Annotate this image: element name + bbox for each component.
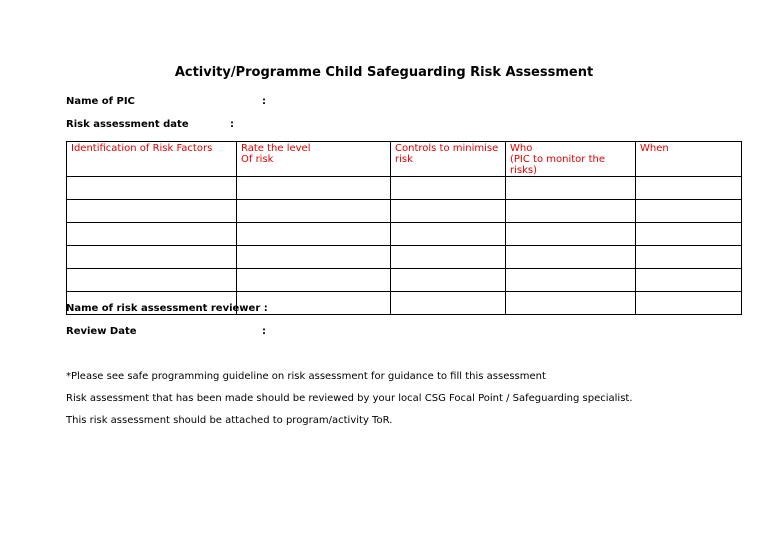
header-line: Of risk [241, 154, 274, 165]
table-cell[interactable] [506, 200, 636, 223]
header-line: Who [510, 143, 533, 154]
table-cell[interactable] [636, 269, 742, 292]
document-title: Activity/Programme Child Safeguarding Risk Assessment [174, 65, 594, 80]
table-cell[interactable] [237, 223, 391, 246]
table-cell[interactable] [237, 200, 391, 223]
table-row [67, 269, 742, 292]
table-cell[interactable] [506, 292, 636, 315]
pic-field [66, 96, 266, 107]
date-label: Risk assessment date [66, 119, 189, 130]
table-cell[interactable] [391, 200, 506, 223]
table-cell[interactable] [391, 269, 506, 292]
header-line: Rate the level [241, 143, 311, 154]
table-row [67, 200, 742, 223]
table-cell[interactable] [636, 223, 742, 246]
pic-colon: : [262, 96, 266, 107]
table-row [67, 177, 742, 200]
table-cell[interactable] [506, 177, 636, 200]
review-date-label: Review Date [66, 326, 137, 337]
reviewer-field [66, 303, 268, 314]
risk-table [66, 141, 742, 315]
table-cell[interactable] [391, 177, 506, 200]
table-cell[interactable] [67, 177, 237, 200]
table-cell[interactable] [636, 292, 742, 315]
header-line: (PIC to monitor the risks) [510, 154, 605, 176]
review-date-colon: : [262, 326, 266, 337]
table-cell[interactable] [237, 269, 391, 292]
header-line: Controls to minimise [395, 143, 499, 154]
guideline-note: *Please see safe programming guideline on risk assessment for guidance to fill this assessment [66, 371, 546, 382]
header-who [506, 142, 636, 177]
pic-label: Name of PIC [66, 96, 135, 107]
table-cell[interactable] [391, 223, 506, 246]
review-date-field [66, 326, 266, 337]
header-line: When [640, 143, 669, 154]
header-line: risk [395, 154, 413, 165]
table-cell[interactable] [636, 177, 742, 200]
table-cell[interactable] [67, 246, 237, 269]
review-note: Risk assessment that has been made should be reviewed by your local CSG Focal Point / Safeguarding specialist. [66, 393, 633, 404]
reviewer-label: Name of risk assessment reviewer : [66, 303, 268, 314]
table-row [67, 246, 742, 269]
table-cell[interactable] [506, 269, 636, 292]
date-field [66, 119, 234, 130]
table-cell[interactable] [506, 223, 636, 246]
header-rate-level [237, 142, 391, 177]
table-cell[interactable] [67, 223, 237, 246]
table-row [67, 223, 742, 246]
table-cell[interactable] [636, 246, 742, 269]
table-cell[interactable] [237, 246, 391, 269]
date-colon: : [230, 119, 234, 130]
table-cell[interactable] [391, 292, 506, 315]
table-cell[interactable] [67, 200, 237, 223]
header-line: Identification of Risk Factors [71, 143, 213, 154]
table-cell[interactable] [636, 200, 742, 223]
header-controls [391, 142, 506, 177]
table-cell[interactable] [67, 269, 237, 292]
table-cell[interactable] [506, 246, 636, 269]
attachment-note: This risk assessment should be attached to program/activity ToR. [66, 415, 393, 426]
table-cell[interactable] [391, 246, 506, 269]
header-when [636, 142, 742, 177]
header-risk-factors [67, 142, 237, 177]
table-cell[interactable] [237, 177, 391, 200]
table-header-row [67, 142, 742, 177]
